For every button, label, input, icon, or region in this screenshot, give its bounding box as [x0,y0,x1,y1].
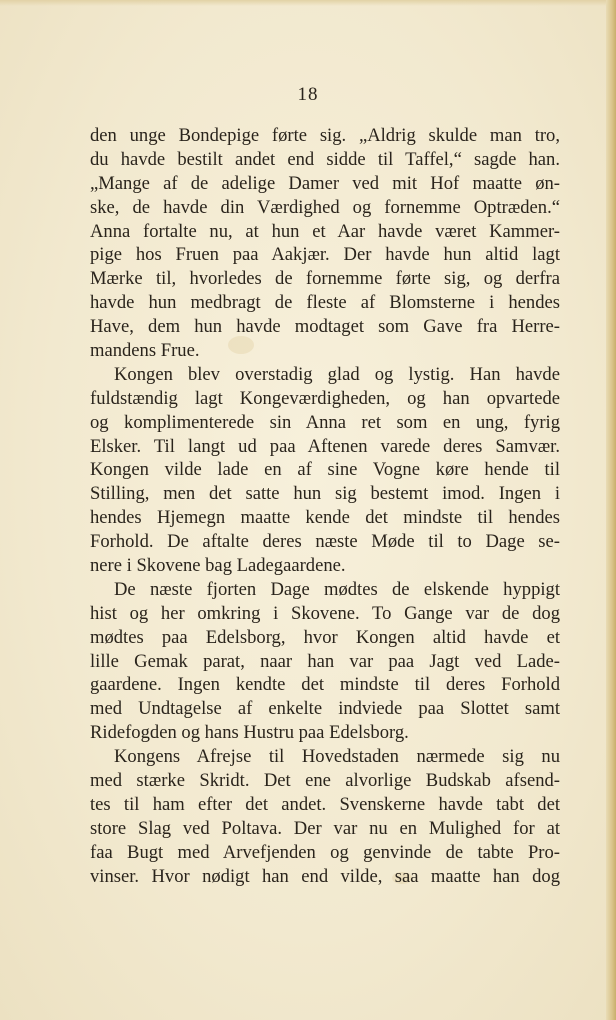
text-line: vinser. Hvor nødigt han end vilde, saa maatte han dog [90,865,560,887]
text-line: gaardene. Ingen kendte det mindste til deres Forhold [90,674,560,696]
text-line: den unge Bondepige førte sig. „Aldrig skulde man tro, [90,125,560,146]
text-line: „Mange af de adelige Damer ved mit Hof maatte øn- [90,172,560,194]
body-text [90,124,560,889]
page-right-edge [606,0,616,1020]
text-line: lille Gemak parat, naar han var paa Jagt ved Lade- [90,650,560,672]
text-line: nere i Skovene bag Ladegaardene. [90,555,346,577]
text-line: havde hun medbragt de fleste af Blomsterne i hendes [90,292,560,314]
text-line: Kongen vilde lade en af sine Vogne køre hende til [90,459,560,481]
text-line: pige hos Fruen paa Aakjær. Der havde hun altid lagt [90,244,560,266]
text-line: Anna fortalte nu, at hun et Aar havde været Kammer- [90,220,560,242]
text-line: med stærke Skridt. Det ene alvorlige Budskab afsend- [90,770,560,792]
text-line: tes til ham efter det andet. Svenskerne havde tabt det [90,793,560,815]
text-line: Ridefogden og hans Hustru paa Edelsborg. [90,722,409,744]
text-line: ske, de havde din Værdighed og fornemme Optræden.“ [90,196,560,218]
text-line: mandens Frue. [90,340,200,362]
text-line: du havde bestilt andet end sidde til Taffel,“ sagde han. [90,148,560,170]
text-line: Kongen blev overstadig glad og lystig. Han havde [114,363,560,385]
text-line: hist og her omkring i Skovene. To Gange var de dog [90,602,560,624]
text-line: fuldstændig lagt Kongeværdigheden, og han opvartede [90,387,560,409]
text-line: og komplimenterede sin Anna ret som en ung, fyrig [90,411,560,433]
text-line: mødtes paa Edelsborg, hvor Kongen altid havde et [90,626,560,648]
text-line: Kongens Afrejse til Hovedstaden nærmede sig nu [114,746,560,768]
text-line: med Undtagelse af enkelte indviede paa Slottet samt [90,698,560,720]
text-line: Have, dem hun havde modtaget som Gave fra Herre- [90,316,560,338]
text-line: store Slag ved Poltava. Der var nu en Mulighed for at [90,817,560,839]
text-line: faa Bugt med Arvefjenden og genvinde de tabte Pro- [90,841,560,863]
text-line: Mærke til, hvorledes de fornemme førte sig, og derfra [90,268,560,290]
text-line: Forhold. De aftalte deres næste Møde til to Dage se- [90,531,560,553]
text-line: De næste fjorten Dage mødtes de elskende hyppigt [114,578,560,600]
page-top-edge [0,0,616,6]
text-line: Elsker. Til langt ud paa Aftenen varede deres Samvær. [90,435,560,457]
text-line: Stilling, men det satte hun sig bestemt imod. Ingen i [90,483,560,505]
page-number: 18 [297,84,319,105]
text-line: hendes Hjemegn maatte kende det mindste til hendes [90,507,560,529]
